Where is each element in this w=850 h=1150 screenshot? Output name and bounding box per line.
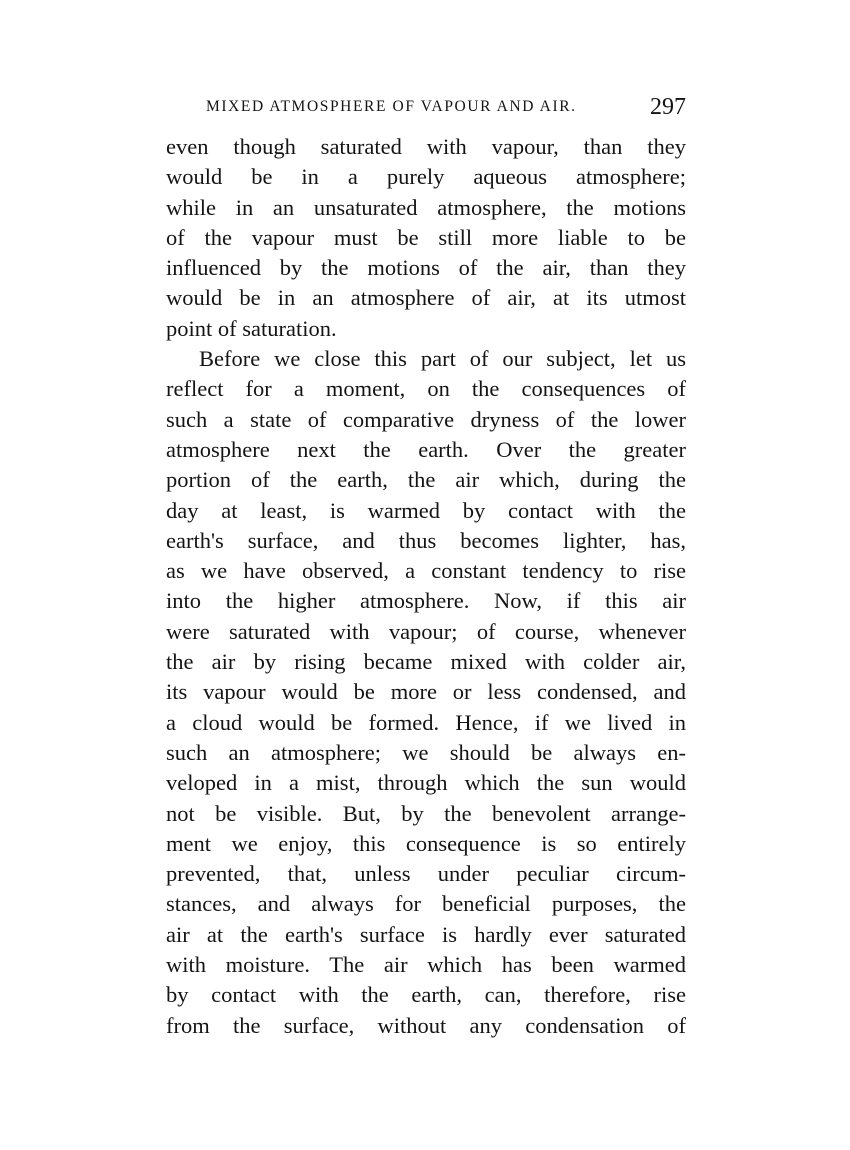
text-line: point of saturation. <box>166 315 337 341</box>
text-line: such an atmosphere; we should be always en- <box>166 739 686 765</box>
text-line: portion of the earth, the air which, during the <box>166 467 686 493</box>
text-line: the air by rising became mixed with colder air, <box>166 649 686 675</box>
text-line: air at the earth's surface is hardly ever saturated <box>166 921 686 947</box>
text-line: a cloud would be formed. Hence, if we lived in <box>166 709 686 735</box>
text-line: by contact with the earth, can, therefore, rise <box>166 982 686 1008</box>
text-line: of the vapour must be still more liable to be <box>166 224 686 250</box>
text-line: not be visible. But, by the benevolent arrange- <box>166 800 686 826</box>
body-text <box>166 132 686 1041</box>
text-line: would be in a purely aqueous atmosphere; <box>166 164 686 190</box>
running-head <box>166 92 686 122</box>
text-line: such a state of comparative dryness of the lower <box>166 406 686 432</box>
running-head-title: MIXED ATMOSPHERE OF VAPOUR AND AIR. <box>206 98 577 115</box>
text-line: veloped in a mist, through which the sun would <box>166 770 686 796</box>
text-line: ment we enjoy, this consequence is so entirely <box>166 830 686 856</box>
text-line: from the surface, without any condensation of <box>166 1012 686 1038</box>
text-line: Before we close this part of our subject, let us <box>199 346 686 372</box>
text-line: prevented, that, unless under peculiar circum- <box>166 861 686 887</box>
text-line: influenced by the motions of the air, than they <box>166 255 686 281</box>
paragraph-2 <box>166 344 686 1041</box>
page-number: 297 <box>650 94 686 120</box>
text-line: would be in an atmosphere of air, at its utmost <box>166 285 686 311</box>
text-line: while in an unsaturated atmosphere, the motions <box>166 194 686 220</box>
text-line: its vapour would be more or less condensed, and <box>166 679 686 705</box>
text-line: atmosphere next the earth. Over the greater <box>166 436 686 462</box>
text-line: into the higher atmosphere. Now, if this air <box>166 588 686 614</box>
text-line: reflect for a moment, on the consequences of <box>166 376 686 402</box>
text-line: with moisture. The air which has been warmed <box>166 952 686 978</box>
text-line: were saturated with vapour; of course, whenever <box>166 618 686 644</box>
text-line: even though saturated with vapour, than they <box>166 134 686 159</box>
text-line: stances, and always for beneficial purposes, the <box>166 891 686 917</box>
text-line: as we have observed, a constant tendency to rise <box>166 558 686 584</box>
text-line: day at least, is warmed by contact with the <box>166 497 686 523</box>
paragraph-1 <box>166 132 686 344</box>
text-line: earth's surface, and thus becomes lighter, has, <box>166 527 686 553</box>
